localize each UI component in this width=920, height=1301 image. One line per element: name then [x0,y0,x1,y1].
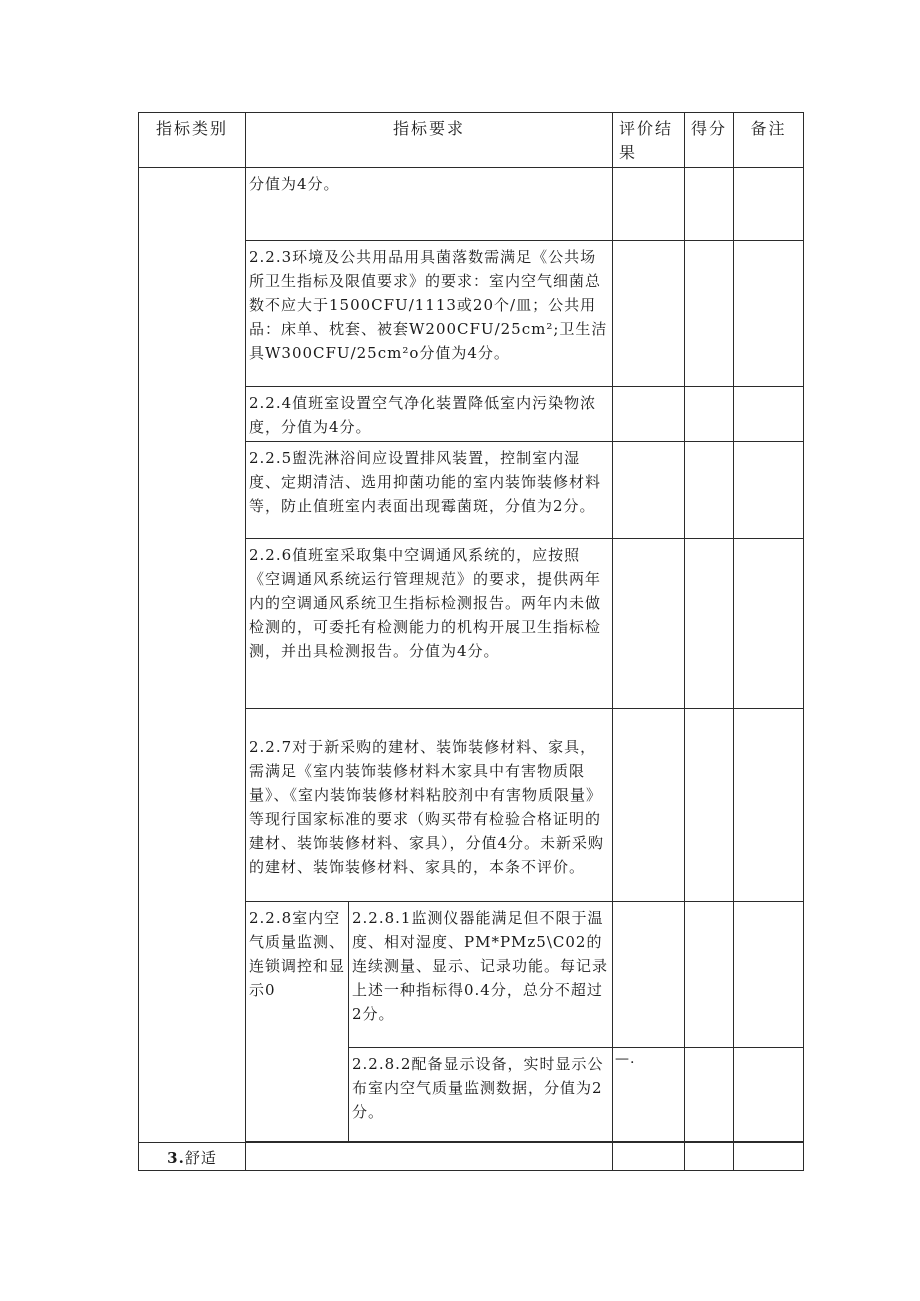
requirement-cell: 2.2.7对于新采购的建材、装饰装修材料、家具，需满足《室内装饰装修材料木家具中有害物质限量》、《室内装饰装修材料粘胶剂中有害物质限量》等现行国家标准的要求（购买带有检验合格证明的建材、装饰装修材料、家具），分值4分。未新采购的建材、装饰装修材料、家具的，本条不评价。 [246,709,613,902]
score-cell [685,709,734,902]
requirement-cell [246,1143,613,1171]
score-cell [685,387,734,442]
result-cell [613,1143,685,1171]
requirement-cell: 2.2.4值班室设置空气净化装置降低室内污染物浓度，分值为4分。 [246,387,613,442]
header-score: 得分 [685,113,734,168]
result-cell [613,902,685,1048]
result-cell [613,168,685,241]
item-228-label: 2.2.8室内空气质量监测、连锁调控和显示0 [246,902,349,1142]
header-row [139,113,804,168]
result-cell [613,539,685,709]
remark-cell [734,1143,804,1171]
requirement-cell: 2.2.3环境及公共用品用具菌落数需满足《公共场所卫生指标及限值要求》的要求：室内空气细菌总数不应大于1500CFU/1113或20个/皿；公共用品：床单、枕套、被套W200CFU/25cm²;卫生洁具W300CFU/25cm²o分值为4分。 [246,241,613,387]
remark-cell [734,168,804,241]
result-mark: —. [613,1048,685,1142]
evaluation-table [138,112,804,1171]
header-remark: 备注 [734,113,804,168]
score-cell [685,1048,734,1142]
requirement-cell: 分值为4分。 [246,168,613,241]
remark-cell [734,241,804,387]
score-cell [685,241,734,387]
category-cell [139,168,246,1143]
score-cell [685,902,734,1048]
result-cell [613,442,685,539]
score-cell [685,539,734,709]
header-requirement: 指标要求 [246,113,613,168]
result-cell [613,387,685,442]
section-3-label [139,1143,246,1171]
header-result: 评价结果 [613,113,685,168]
score-cell [685,442,734,539]
section-row [139,1143,804,1171]
table-row [139,168,804,241]
requirement-cell: 2.2.5盥洗淋浴间应设置排风装置，控制室内湿度、定期清洁、选用抑菌功能的室内装饰装修材料等，防止值班室内表面出现霉菌斑，分值为2分。 [246,442,613,539]
remark-cell [734,709,804,902]
section-title: 舒适 [184,1149,217,1167]
score-cell [685,1143,734,1171]
section-number: 3. [167,1149,185,1167]
result-cell [613,709,685,902]
remark-cell [734,442,804,539]
remark-cell [734,539,804,709]
score-cell [685,168,734,241]
remark-cell [734,1048,804,1142]
remark-cell [734,902,804,1048]
remark-cell [734,387,804,442]
requirement-cell: 2.2.6值班室采取集中空调通风系统的，应按照《空调通风系统运行管理规范》的要求，提供两年内的空调通风系统卫生指标检测报告。两年内未做检测的，可委托有检测能力的机构开展卫生指标检测，并出具检测报告。分值为4分。 [246,539,613,709]
result-cell [613,241,685,387]
header-category: 指标类别 [139,113,246,168]
requirement-cell: 2.2.8.1监测仪器能满足但不限于温度、相对湿度、PM*PMz5\C02的连续测量、显示、记录功能。每记录上述一种指标得0.4分，总分不超过2分。 [349,902,613,1048]
requirement-cell: 2.2.8.2配备显示设备，实时显示公布室内空气质量监测数据，分值为2分。 [349,1048,613,1142]
